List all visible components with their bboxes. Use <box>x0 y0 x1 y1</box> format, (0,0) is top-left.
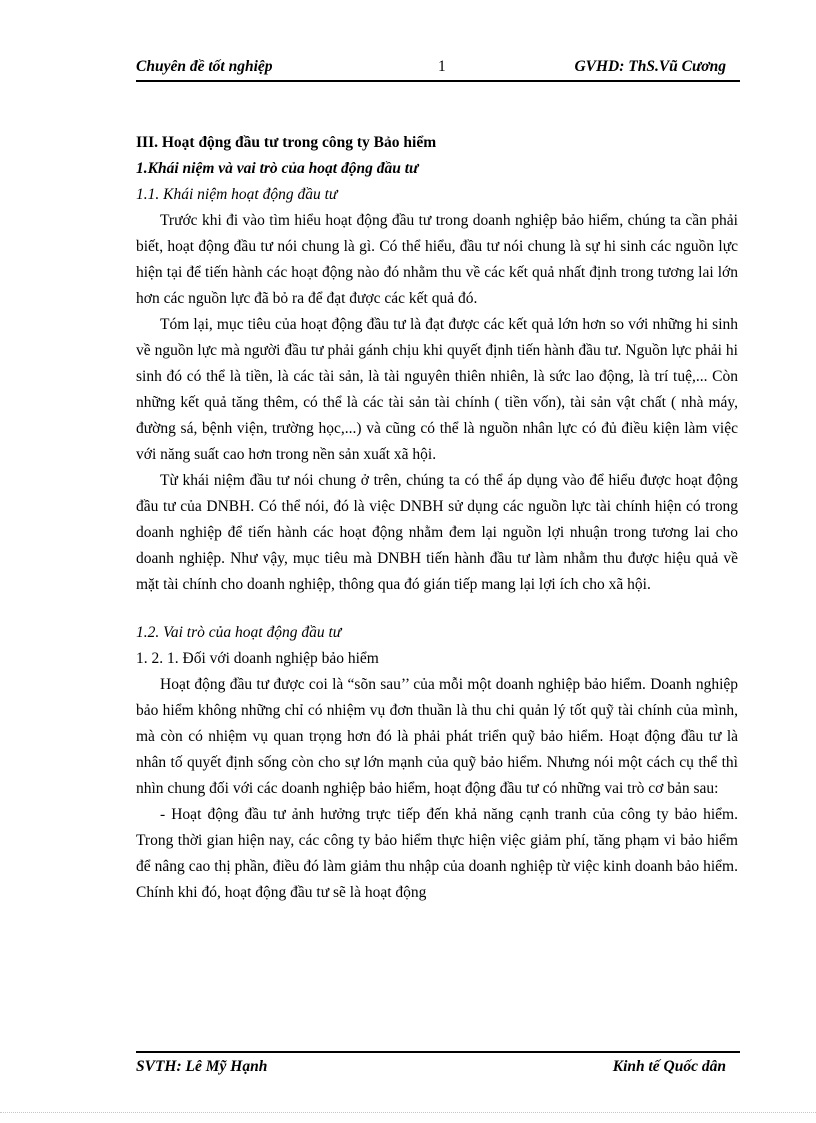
heading-1-2: 1.2. Vai trò của hoạt động đầu tư <box>136 624 342 641</box>
section-title: III. Hoạt động đầu tư trong công ty Bảo hiểm <box>136 134 437 151</box>
paragraph: Tóm lại, mục tiêu của hoạt động đầu tư là đạt được các kết quả lớn hơn so với những hi sinh về nguồn lực mà người đầu tư phải gánh chịu khi quyết định tiến hành đầu tư. Nguồn lực phải hi sinh đó có thể là tiền, là các tài sản, là tài nguyên thiên nhiên, là sức lao động, là trí tuệ,... Còn những kết quả tăng thêm, có thể là các tài sản tài chính ( tiền vốn), tài sản vật chất ( nhà máy, đường sá, bệnh viện, trường học,...) và cũng có thể là nguồn nhân lực có đủ điều kiện làm việc với năng suất cao hơn trong nền sản xuất xã hội. <box>136 316 738 463</box>
footer-student: SVTH: Lê Mỹ Hạnh <box>136 1058 268 1075</box>
header-advisor: GVHD: ThS.Vũ Cương <box>574 58 726 75</box>
page-body <box>136 130 738 906</box>
subsection-title: 1.Khái niệm và vai trò của hoạt động đầu tư <box>136 160 419 177</box>
paragraph: - Hoạt động đầu tư ảnh hưởng trực tiếp đến khả năng cạnh tranh của công ty bảo hiểm. Trong thời gian hiện nay, các công ty bảo hiểm thực hiện việc giảm phí, tăng phạm vi bảo hiểm để nâng cao thị phần, điều đó làm giảm thu nhập của doanh nghiệp từ việc kinh doanh bảo hiểm. Chính khi đó, hoạt động đầu tư sẽ là hoạt động <box>136 806 738 901</box>
page-break-line <box>0 1112 816 1113</box>
paragraph: Hoạt động đầu tư được coi là “sõn sau’’ của mỗi một doanh nghiệp bảo hiểm. Doanh nghiệp bảo hiểm không những chỉ có nhiệm vụ đơn thuần là thu chi quản lý tốt quỹ tài chính của mình, mà còn có nhiệm vụ quan trọng hơn đó là phải phát triển quỹ bảo hiểm. Hoạt động đầu tư là nhân tố quyết định sống còn cho sự lớn mạnh của quỹ bảo hiểm. Nhưng nói một cách cụ thể thì nhìn chung đối với các doanh nghiệp bảo hiểm, hoạt động đầu tư có những vai trò cơ bản sau: <box>136 676 738 797</box>
heading-1-2-1: 1. 2. 1. Đối với doanh nghiệp bảo hiểm <box>136 650 379 667</box>
page-number: 1 <box>438 58 446 75</box>
page-footer <box>136 1051 740 1079</box>
page-header <box>136 58 740 82</box>
footer-university: Kinh tế Quốc dân <box>612 1058 726 1075</box>
heading-1-1: 1.1. Khái niệm hoạt động đầu tư <box>136 186 338 203</box>
paragraph: Từ khái niệm đầu tư nói chung ở trên, chúng ta có thể áp dụng vào để hiểu được hoạt động đầu tư của DNBH. Có thể nói, đó là việc DNBH sử dụng các nguồn lực tài chính hiện có trong doanh nghiệp để tiến hành các hoạt động nhằm đem lại nguồn lợi nhuận trong tương lai cho doanh nghiệp. Như vậy, mục tiêu mà DNBH tiến hành đầu tư làm nhằm thu được hiệu quả về mặt tài chính cho doanh nghiệp, thông qua đó gián tiếp mang lại lợi ích cho xã hội. <box>136 472 738 593</box>
paragraph: Trước khi đi vào tìm hiểu hoạt động đầu tư trong doanh nghiệp bảo hiểm, chúng ta cần phải biết, hoạt động đầu tư nói chung là gì. Có thể hiểu, đầu tư nói chung là sự hi sinh các nguồn lực hiện tại để tiến hành các hoạt động nào đó nhằm thu về các kết quả nhất định trong tương lai lớn hơn các nguồn lực đã bỏ ra để đạt được các kết quả đó. <box>136 212 738 307</box>
header-document-type: Chuyên đề tốt nghiệp <box>136 58 273 75</box>
spacer <box>136 598 738 620</box>
